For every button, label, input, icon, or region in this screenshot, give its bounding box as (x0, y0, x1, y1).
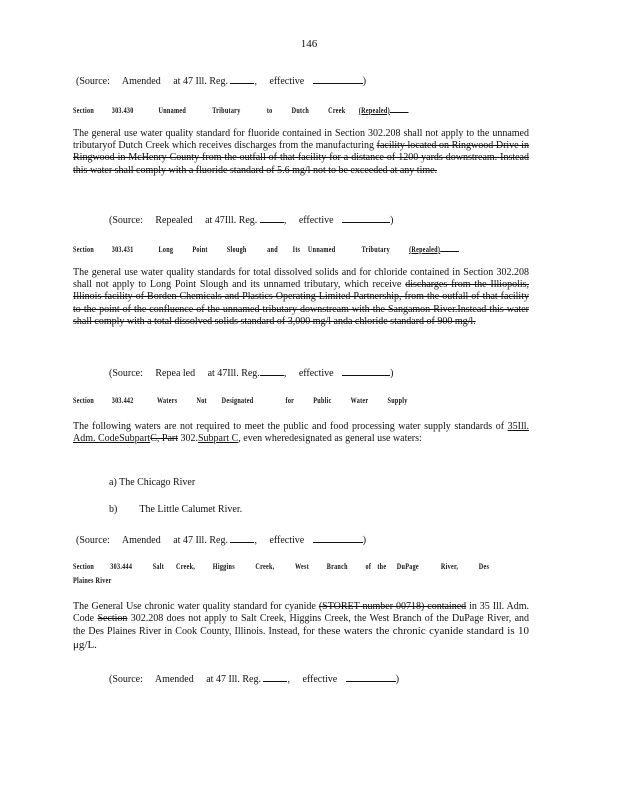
paragraph-303-442: The following waters are not required to meet the public and food processing water supply standards of 35Ill. Adm. CodeSubpartC, Part 302.Subpart C, even wheredesignated as general use waters: (73, 421, 529, 445)
section-heading-303-444: Section 303.444 Salt Creek, Higgins Creek, West Branch of the DuPage River, Des (73, 561, 490, 571)
paragraph-303-431: The general use water quality standards for total dissolved solids and for chloride contained in Section 302.208 shall not apply to Long Point Slough and its unnamed tributary, which receive discharges from the Illiopolis, Illinois facility of Borden Chemicals and Plastics Operating Limited Partnership, from the outfall of that facility to the point of the confluence of the unnamed tributary downstream with the Sangamon River.Instead this water shall comply with a total dissolved solids standard of 3,000 mg/l anda chloride standard of 900 mg/l. (73, 267, 530, 327)
section-heading-303-431: Section 303.431 Long Point Slough and Its Unnamed Tributary (Repealed) (73, 242, 459, 254)
source-note-5: (Source: Amended at 47 Ill. Reg. , effective ) (109, 674, 400, 685)
section-heading-303-444-line-2: Plaines River (73, 575, 112, 585)
list-item-b: b) The Little Calumet River. (109, 504, 243, 515)
paragraph-303-430: The general use water quality standard for fluoride contained in Section 302.208 shall not apply to the unnamed tributaryof Dutch Creek which receives discharges from the manufacturing facility located on Ringwood Drive in Ringwood in McHenry County from the outfall of that facility for a distance of 1200 yards downstream. Instead this water shall comply with a fluoride standard of 5.6 mg/l not to be exceeded at any time. (73, 128, 529, 176)
section-heading-303-442: Section 303.442 Waters Not Designated for Public Water Supply (73, 395, 408, 405)
section-heading-303-430: Section 303.430 Unnamed Tributary to Dutch Creek (Repealed) (73, 103, 409, 115)
paragraph-303-444: The General Use chronic water quality standard for cyanide (STORET number 00718) contained in 35 Ill. Adm. Code Section 302.208 does not apply to Salt Creek, Higgins Creek, the West Branch of the DuPage River, and the Des Plaines River in Cook County, Illinois. Instead, for these waters the chronic cyanide standard is 10 μg/L. (73, 601, 530, 651)
source-note-4: (Source: Amended at 47 Ill. Reg. , effective ) (76, 535, 367, 546)
source-note-2: (Source: Repealed at 47Ill. Reg. , effective ) (109, 215, 394, 226)
list-item-a: a) The Chicago River (109, 477, 196, 488)
source-note-1: (Source: Amended at 47 Ill. Reg. , effective ) (76, 76, 367, 87)
source-note-3: (Source: Repea led at 47Ill. Reg. , effective ) (109, 368, 394, 379)
page-number: 146 (300, 38, 318, 50)
